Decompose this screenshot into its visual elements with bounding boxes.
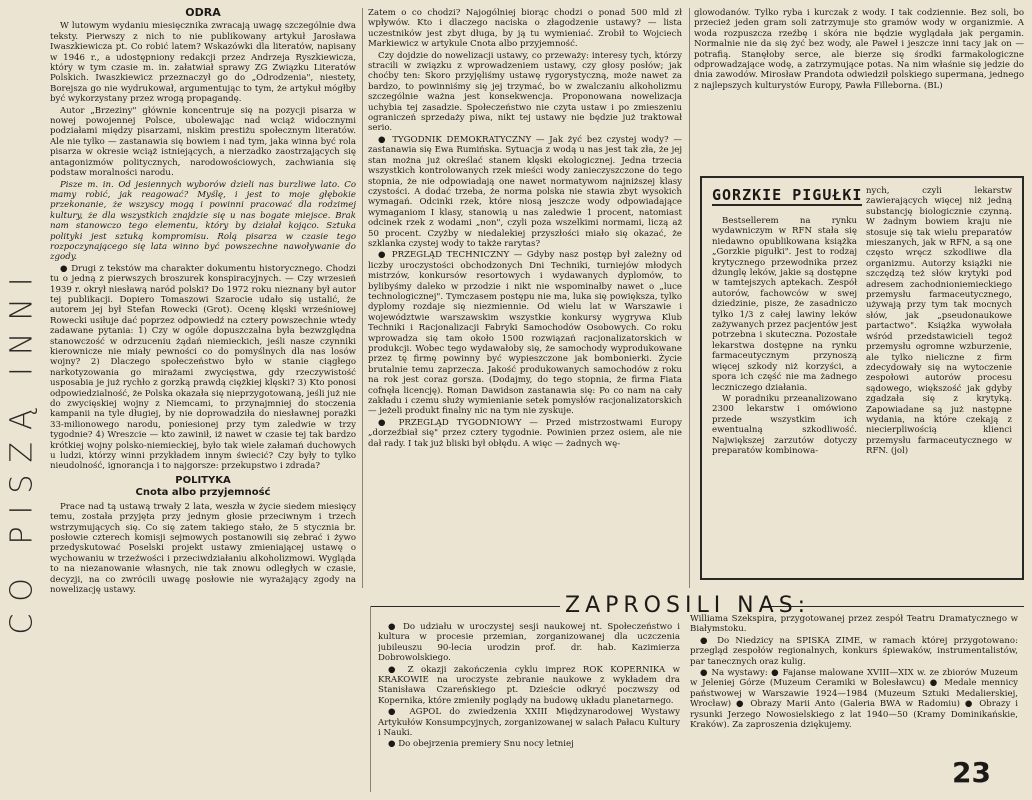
sidebar-text: CO PISZĄ INNI	[4, 265, 40, 635]
heading-polityka: POLITYKA	[175, 474, 231, 486]
paragraph: nych, czyli lekarstw zawierających więcej niż jedną substancję biologicznie czynną. W żadnym bowiem kraju nie stosuje się tak wielu preparatów mieszanych, jak w RFN, a są one często wręcz szkodliwe dla organizmu. Autorzy książki nie szczędzą też słów krytyki pod adresem zachodnioniemieckiego przemysłu farmaceutycznego, używają przy tym tak mocnych słów, jak „pseudonaukowe partactwo". Książka wywołała wśród przedstawicieli tegoż przemysłu ogromne wzburzenie, ale tylko nieliczne z firm zdecydowały się na wytoczenie zespołowi autorów procesu sądowego, większość jak gdyby zgadzała się z krytyką. Zapowiadane są już następne wydania, na które czekają z niecierpliwością klienci przemysłu farmaceutycznego w RFN. (jol)	[866, 186, 1012, 457]
paragraph: ● TYGODNIK DEMOKRATYCZNY — Jak żyć bez czystej wody? — zastanawia się Ewa Rumińska. Sytuacja z wodą u nas jest tak zła, że jej stan można już określać stanem klęski ekologicznej. Jedna trzecia wszystkich kontrolowanych rzek mieści wody zanieczyszczone do tego stopnia, że nie odpowiadają one nawet normatywom najniższej klasy czystości. A dodać trzeba, że norma polska nie stawia zbyt wysokich wymagań. Odcinki rzek, które niosą jeszcze wody odpowiadające wymaganiom I klasy, stanowią u nas zaledwie 1 procent, natomiast odcinek rzek z wodami „non", czyli poza wszelkimi normami, liczą aż 50 procent. Czyżby w niedalekiej przyszłości miało się okazać, że szklanka czystej wody to także rarytas?	[368, 134, 682, 249]
section-sidebar-label	[6, 150, 38, 750]
column-3	[694, 8, 1024, 120]
column-divider	[689, 8, 690, 588]
column-2	[368, 8, 682, 588]
column-1	[50, 6, 356, 786]
paragraph: glowodanów. Tylko ryba i kurczak z wody. I tak codziennie. Bez soli, bo przecież jeden gram soli zatrzymuje sto gramów wody w organizmie. A woda rozpuszcza rzeźbę i skóra nie będzie wyglądała jak pergamin. Normalnie nie da się żyć bez wody, ale Paweł i jeszcze inni tacy jak on — potrafią. Stanęłoby serce, ale bierze się środki farmakologiczne odprowadzające wodę, a zatrzymujące potas. Na nim właśnie się jedzie do dnia zawodów. Mirosław Prandota odwiedził polskiego supermana, jednego z najlepszych kulturystów Europy, Pawła Filleborna. (BL)	[694, 8, 1024, 91]
zaprosili-right	[690, 614, 1018, 754]
list-item: ● Do Niedzicy na SPISKA ZIME, w ramach której przygotowano: przegląd zespołów regionalnych, konkurs śpiewaków, instrumentalistów, par tanecznych oraz kulig.	[690, 635, 1018, 667]
paragraph: ● Drugi z tekstów ma charakter dokumentu historycznego. Chodzi tu o jedną z pierwszych broszurek konspiracyjnych. — Czy wrzesień 1939 r. okrył niesławą naród polski? Do 1972 roku nieznany był autor tej publikacji. Dopiero Tomaszowi Szarocie udało się ustalić, że autorem jej był Stefan Rowecki (Grot). Ocenę klęski wrześniowej Rowecki usiłuje dać poprzez odpowiedź na cztery powszechnie wtedy zadawane pytania: 1) Czy w ogóle dopuszczalna była bezwzględna stanowczość w odrzuceniu żądań niemieckich, jeśli nasze czynniki kierownicze nie miały pewności co do pomyślnych dla nas losów wojny? 2) Dlaczego społeczeństwo było w stanie ciągłego narkotyzowania go mirażami zwycięstwa, gdy rzeczywistość usposabia je już rychło z gorzką prawdą ciężkiej klęski? 3) Kto ponosi odpowiedzialność, że Polska okazała się nieprzygotowaną, jeśli już nie do zwycięskiej wojny z Niemcami, to przynajmniej do stoczenia kampanii na tyle długiej, by nie doprowadziła do niesławnej porażki 33-milionowego narodu, poniesionej przy tym zaledwie w trzy tygodnie? 4) Wreszcie — kto zawinił, iż nawet w czasie tej tak bardzo krótkiej wojny polsko-niemieckiej, było tak wiele załamań duchowych u ludzi, którzy winni przykładem innym świecić? Czy były to tylko nieudolność, ignorancja i to najgorsze: przekupstwo i zdrada?	[50, 263, 356, 472]
list-item: Williama Szekspira, przygotowanej przez zespół Teatru Dramatycznego w Białymstoku.	[690, 614, 1018, 635]
column-divider	[362, 8, 363, 588]
list-item: ● Na wystawy: ● Fajanse malowane XVIII—XIX w. ze zbiorów Muzeum w Jeleniej Górze (Muzeum Ceramiki w Bolesławcu) ● Medale mennicy państwowej w Warszawie 1924—1984 (Muzeum Sztuki Medalierskiej, Wrocław) ● Obrazy Marii Anto (Galeria BWA w Radomiu) ● Obrazy i rysunki Jerzego Nowosielskiego z lat 1940—50 (Kramy Dominikańskie, Kraków). Za zaproszenia dziękujemy.	[690, 668, 1018, 731]
subheading-cnota: Cnota albo przyjemność	[135, 487, 271, 499]
box-column-right	[866, 186, 1012, 572]
paragraph: W lutowym wydaniu miesięcznika zwracają uwagę szczególnie dwa teksty. Pierwszy z nich to nie publikowany artykuł Jarosława Iwaszkiewicza pt. Co robić latem? Wskazówki dla literatów, napisany w 1946 r., a udostępniony redakcji przez Andrzeja Ryszkiewicza, który w tym czasie m. in. załatwiał sprawy ZG Związku Literatów Polskich. Iwaszkiewicz przeznaczył go do „Odrodzenia", niestety, Borejsza go nie wydrukował, argumentując to tym, że artykuł mógłby być wykorzystany przez wrogą propagandę.	[50, 21, 356, 105]
box-edge	[370, 606, 371, 792]
paragraph: Zatem o co chodzi? Najogólniej biorąc chodzi o ponad 500 mld zł wpływów. Kto i dlaczego naciska o złagodzenie ustawy? — lista uczestników jest zbyt długa, by ją tu wymieniać. Zrobił to Wojciech Markiewicz w artykule Cnota albo przyjemność.	[368, 8, 682, 50]
heading-odra: ODRA	[185, 6, 221, 19]
box-column-left	[712, 216, 857, 572]
paragraph: ● PRZEGLĄD TYGODNIOWY — Przed mistrzostwami Europy „dorzeźbiał się" przez cztery tygodnie. Powinien przez osiem, ale nie dał rady. I tak już bliski był obłędu. A więc — żadnych wę-	[368, 417, 682, 449]
box-title: GORZKIE PIGUŁKI	[712, 186, 863, 204]
page-number: 23	[952, 756, 991, 789]
paragraph: W poradniku przeanalizowano 2300 lekarstw i omówiono przede wszystkim ich ewentualną szkodliwość. Największej zarzutów dotyczy preparatów kombinowa-	[712, 393, 857, 456]
paragraph: ● PRZEGLĄD TECHNICZNY — Gdyby nasz postęp był zależny od liczby uroczystości obchodzonych Dni Techniki, turniejów młodych mistrzów, konkursów resortowych i wydawanych dyplomów, to bylibyśmy daleko w przodzie i nikt nie wspominałby nawet o „luce technologicznej". Tymczasem postępu nie ma, luka się powiększa, tylko dyplomy rozdaje się niezmiennie. Od wielu lat w Warszawie i województwie warszawskim wszystkie konkursy wygrywa Klub Techniki i Racjonalizacji Fabryki Samochodów Osobowych. Co roku wprowadza się tam około 1500 rozwiązań racjonalizatorskich w produkcji. Wobec tego wydawałoby się, że samochody wyprodukowane przez tę firmę powinny być wypieszczone jak bombonierki. Życie brutalnie temu zaprzecza. Jakość produkowanych samochodów z roku na rok jest coraz gorsza. (Dodajmy, do tego stopnia, że firma Fiata cofnęła licencję). Roman Dawidson zastanawia się: Po co nam na cały zakładu i czemu służy wymienianie setek pomysłów racjonalizatorskich — jeżeli produkt finalny nic na tym nie zyskuje.	[368, 250, 682, 417]
list-item: ● AGPOL do zwiedzenia XXIII Międzynarodowej Wystawy Artykułów Konsumpcyjnych, zorganizowanej w salach Pałacu Kultury i Nauki.	[378, 707, 680, 739]
paragraph: Czy dojdzie do nowelizacji ustawy, co przeważy: interesy tych, którzy stracili w związku z wprowadzeniem ustawy, czy głosy posłów; jak choćby ten: Skoro przyjęliśmy ustawę rygorystyczną, może nawet za bardzo, to powinniśmy się jej trzymać, bo w zwalczaniu alkoholizmu szczególnie ważna jest konsekwencja. Proponowana nowelizacja uchybia tej zasadzie. Społeczeństwo nie czyta ustaw i po zmieszeniu ograniczeń sprzedaży piwa, nikt tej ustawy nie będzie już traktował serio.	[368, 50, 682, 134]
paragraph: Pisze m. in. Od jesiennych wyborów dzieli nas burzliwe lato. Co mamy robić, jak reagować? Myślę, i jest to moje głębokie przekonanie, że wszyscy mogą i powinni pracować dla rodzimej kultury, że dla wszystkich znajdzie się u nas bogate miejsce. Brak nam stanowczo tego elementu, który by działał kojąco. Sztuka polityki jest sztuką kompromisu. Rolą pisarza w czasie tego rozpoczynającego się lata winno być powszechne nawoływanie do zgody.	[50, 179, 356, 263]
list-item: ● Z okazji zakończenia cyklu imprez ROK KOPERNIKA w KRAKOWIE na uroczyste zebranie naukowe z wykładem dra Stanisława Czareńskiego pt. Dzieście odkryć poczwszy od Kopernika, które zmieniły poglądy na budowę układu planetarnego.	[378, 664, 680, 706]
paragraph: Bestsellerem na rynku wydawniczym w RFN stała się niedawno opublikowana książka „Gorzkie pigułki". Jest to rodzaj krytycznego przewodnika przez dżunglę leków, jakie są dostępne w tamtejszych aptekach. Zespół autorów, fachowców w swej dziedzinie, pisze, że zasadniczo tylko 1/3 z całej lawiny leków zażywanych przez pacjentów jest potrzebna i skuteczna. Pozostałe lekarstwa dostępne na rynku farmaceutycznym przynoszą więcej szkody niż korzyści, a spora ich część nie ma żadnego leczniczego działania.	[712, 216, 857, 393]
paragraph: Prace nad tą ustawą trwały 2 lata, weszła w życie siedem miesięcy temu, została przyjęta przy jednym głosie przeciwnym i trzech wstrzymujących się. Co się zatem takiego stało, że 5 stycznia br. posłowie czterech komisji sejmowych postanowili się zebrać i żywo przedyskutować Poselski projekt ustawy zmieniającej ustawę o wychowaniu w trzeźwości i przeciwdziałaniu alkoholizmowi. Wygląda to na niezanowanie własnych, nie tak znowu odległych w czasie, decyzji, na co zwrócili uwagę posłowie nie wyrażający zgody na nowelizację ustawy.	[50, 501, 356, 595]
paragraph: Autor „Brzeziny" głównie koncentruje się na pozycji pisarza w nowej powojennej Polsce, ubolewając nad wciąż widocznymi podziałami między pisarzami, niskim prestiżu społecznym literatów. Ale nie tylko — zastanawia się bowiem i nad tym, jaka winna być rola pisarza w okresie wciąż istniejących, a nierzadko zaostrzających się antagonizmów politycznych, narodowościowych, zachwiania się podstaw moralności narodu.	[50, 105, 356, 179]
zaprosili-left	[378, 622, 680, 792]
list-item: ● Do obejrzenia premiery Snu nocy letniej	[388, 739, 574, 750]
rule	[370, 606, 560, 607]
list-item: ● Do udziału w uroczystej sesji naukowej nt. Społeczeństwo i kultura w procesie przemian, zorganizowanej dla uczczenia jubileuszu 90-lecia urodzin prof. dr. hab. Kazimierza Dobrowolskiego.	[378, 622, 680, 664]
zaprosili-title: ZAPROSILI NAS:	[565, 593, 811, 618]
